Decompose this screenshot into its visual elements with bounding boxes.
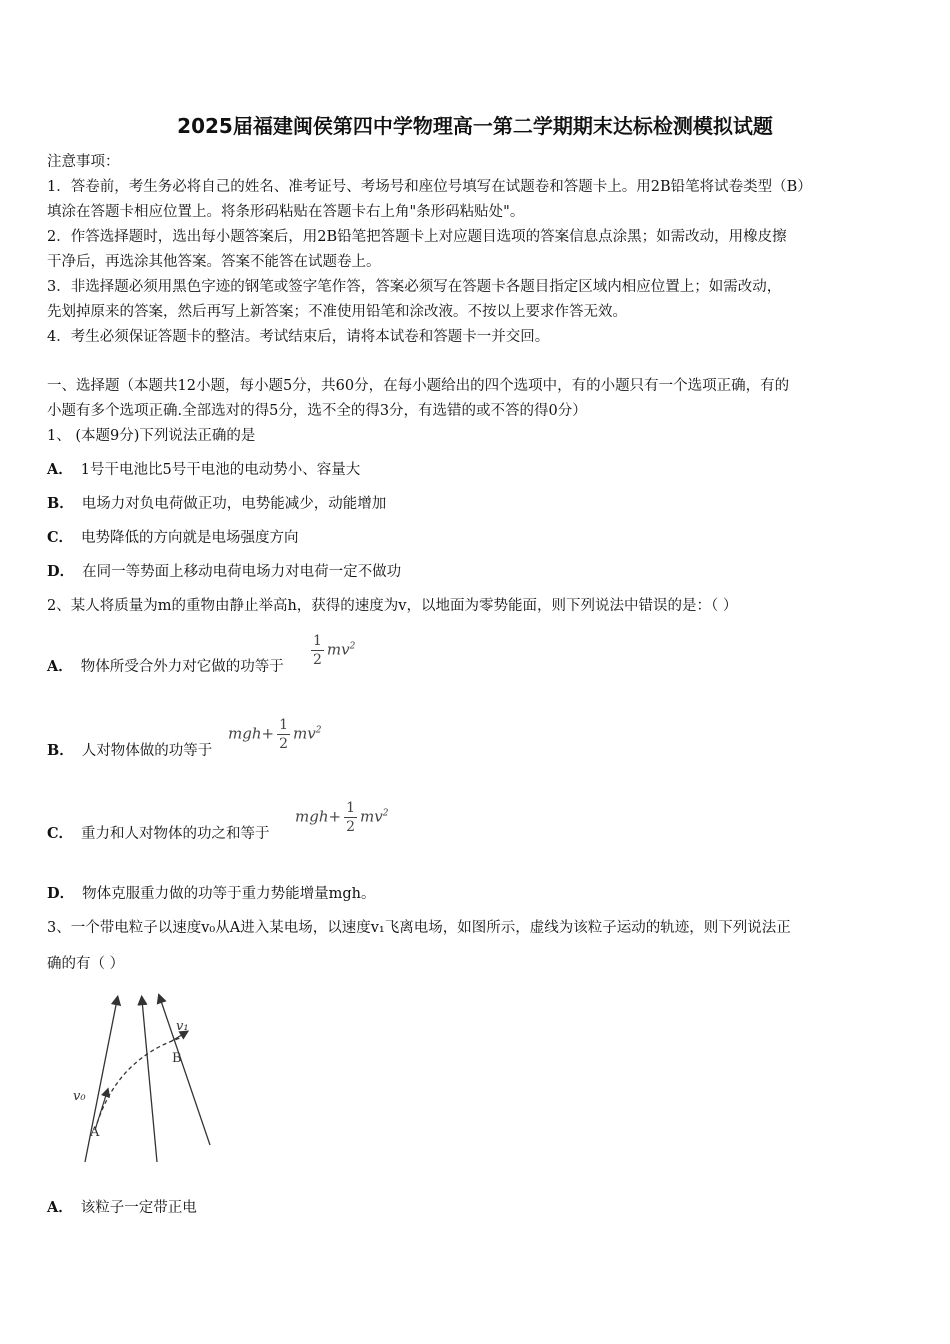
notice-heading: 注意事项： xyxy=(47,154,120,170)
fraction-numerator: 1 xyxy=(279,717,288,733)
formula-exponent: 2 xyxy=(382,808,389,819)
formula-mv: mv xyxy=(293,724,316,743)
formula-plus: + xyxy=(328,807,342,826)
option-text: 物体克服重力做的功等于重力势能增量mgh。 xyxy=(82,886,376,902)
question-3-stem: 确的有（ ） xyxy=(47,956,125,972)
option-letter: A． xyxy=(47,658,73,675)
section-intro: 小题有多个选项正确.全部选对的得5分，选不全的得3分，有选错的或不答的得0分） xyxy=(47,403,587,419)
notice-line: 3．非选择题必须用黑色字迹的钢笔或签字笔作答，答案必须写在答题卡各题目指定区域内相应位置上；如需改动， xyxy=(47,279,782,295)
notice-line: 1．答卷前，考生务必将自己的姓名、准考证号、考场号和座位号填写在试题卷和答题卡上。用2B铅笔将试卷类型（B） xyxy=(47,179,812,195)
option-text: 电势降低的方向就是电场强度方向 xyxy=(81,530,299,546)
formula-exponent: 2 xyxy=(315,725,322,736)
option-text: 重力和人对物体的功之和等于 xyxy=(81,826,270,842)
option-letter: A． xyxy=(47,1199,73,1216)
fraction xyxy=(311,632,324,669)
formula-mgh: mgh xyxy=(295,807,329,826)
option-text: 人对物体做的功等于 xyxy=(81,743,213,759)
exam-title: 2025届福建闽侯第四中学物理高一第二学期期末达标检测模拟试题 xyxy=(177,114,773,138)
q1-option-d xyxy=(47,560,909,584)
notice-line: 填涂在答题卡相应位置上。将条形码粘贴在答题卡右上角"条形码粘贴处"。 xyxy=(47,204,525,220)
formula-mgh-plus-half-mv2 xyxy=(295,799,388,836)
q1-option-c xyxy=(47,526,909,550)
q1-option-b xyxy=(47,492,909,516)
fraction xyxy=(344,799,357,836)
label-v1: v₁ xyxy=(176,1019,189,1034)
notice-line: 先划掉原来的答案，然后再写上新答案；不准使用铅笔和涂改液。不按以上要求作答无效。 xyxy=(47,304,627,320)
option-text: 物体所受合外力对它做的功等于 xyxy=(80,659,284,675)
q1-option-a xyxy=(47,458,909,482)
option-letter: D． xyxy=(47,885,75,902)
notice-line: 4．考生必须保证答题卡的整洁。考试结束后，请将本试卷和答题卡一并交回。 xyxy=(47,329,550,345)
q3-option-a xyxy=(47,1196,909,1220)
option-text: 电场力对负电荷做正功，电势能减少，动能增加 xyxy=(81,496,387,512)
label-point-a: A xyxy=(90,1125,100,1140)
option-text: 在同一等势面上移动电荷电场力对电荷一定不做功 xyxy=(82,564,402,580)
option-text: 1号干电池比5号干电池的电动势小、容量大 xyxy=(80,462,361,478)
trajectory-path xyxy=(95,1038,180,1130)
fraction-denominator: 2 xyxy=(279,736,288,752)
q2-option-d xyxy=(47,882,909,906)
formula-exponent: 2 xyxy=(349,641,356,652)
option-letter: A． xyxy=(47,461,73,478)
fraction-numerator: 1 xyxy=(346,800,355,816)
question-3-stem: 3、一个带电粒子以速度v₀从A进入某电场，以速度v₁飞离电场，如图所示，虚线为该粒子运动的轨迹，则下列说法正 xyxy=(47,920,791,936)
label-point-b: B xyxy=(172,1051,182,1066)
formula-plus: + xyxy=(261,724,275,743)
option-letter: D． xyxy=(47,563,75,580)
q2-option-c xyxy=(47,822,909,846)
formula-mv: mv xyxy=(326,640,350,659)
field-line xyxy=(142,1000,157,1162)
fraction-denominator: 2 xyxy=(313,652,322,668)
section-intro: 一、选择题（本题共12小题，每小题5分，共60分，在每小题给出的四个选项中，有的小题只有一个选项正确，有的 xyxy=(47,378,790,394)
formula-half-mv2 xyxy=(308,632,355,669)
fraction xyxy=(277,716,290,753)
option-letter: C． xyxy=(47,529,74,546)
fraction-numerator: 1 xyxy=(313,633,322,649)
q2-option-a xyxy=(47,655,909,679)
option-letter: B． xyxy=(47,495,74,512)
question-2-stem: 2、某人将质量为m的重物由静止举高h，获得的速度为v，以地面为零势能面，则下列说法中错误的是：（ ） xyxy=(47,598,738,614)
formula-mgh: mgh xyxy=(228,724,262,743)
notice-line: 2．作答选择题时，选出每小题答案后，用2B铅笔把答题卡上对应题目选项的答案信息点涂黑；如需改动，用橡皮擦 xyxy=(47,229,787,245)
question-1-stem: 1、 (本题9分)下列说法正确的是 xyxy=(47,428,256,444)
option-letter: C． xyxy=(47,825,74,842)
formula-mgh-plus-half-mv2 xyxy=(228,716,321,753)
electric-field-figure xyxy=(70,990,230,1170)
formula-mv: mv xyxy=(360,807,383,826)
notice-line: 干净后，再选涂其他答案。答案不能答在试题卷上。 xyxy=(47,254,381,270)
label-v0: v₀ xyxy=(73,1089,86,1104)
option-text: 该粒子一定带正电 xyxy=(80,1200,197,1216)
option-letter: B． xyxy=(47,742,74,759)
fraction-denominator: 2 xyxy=(346,819,355,835)
q2-option-b xyxy=(47,739,909,763)
